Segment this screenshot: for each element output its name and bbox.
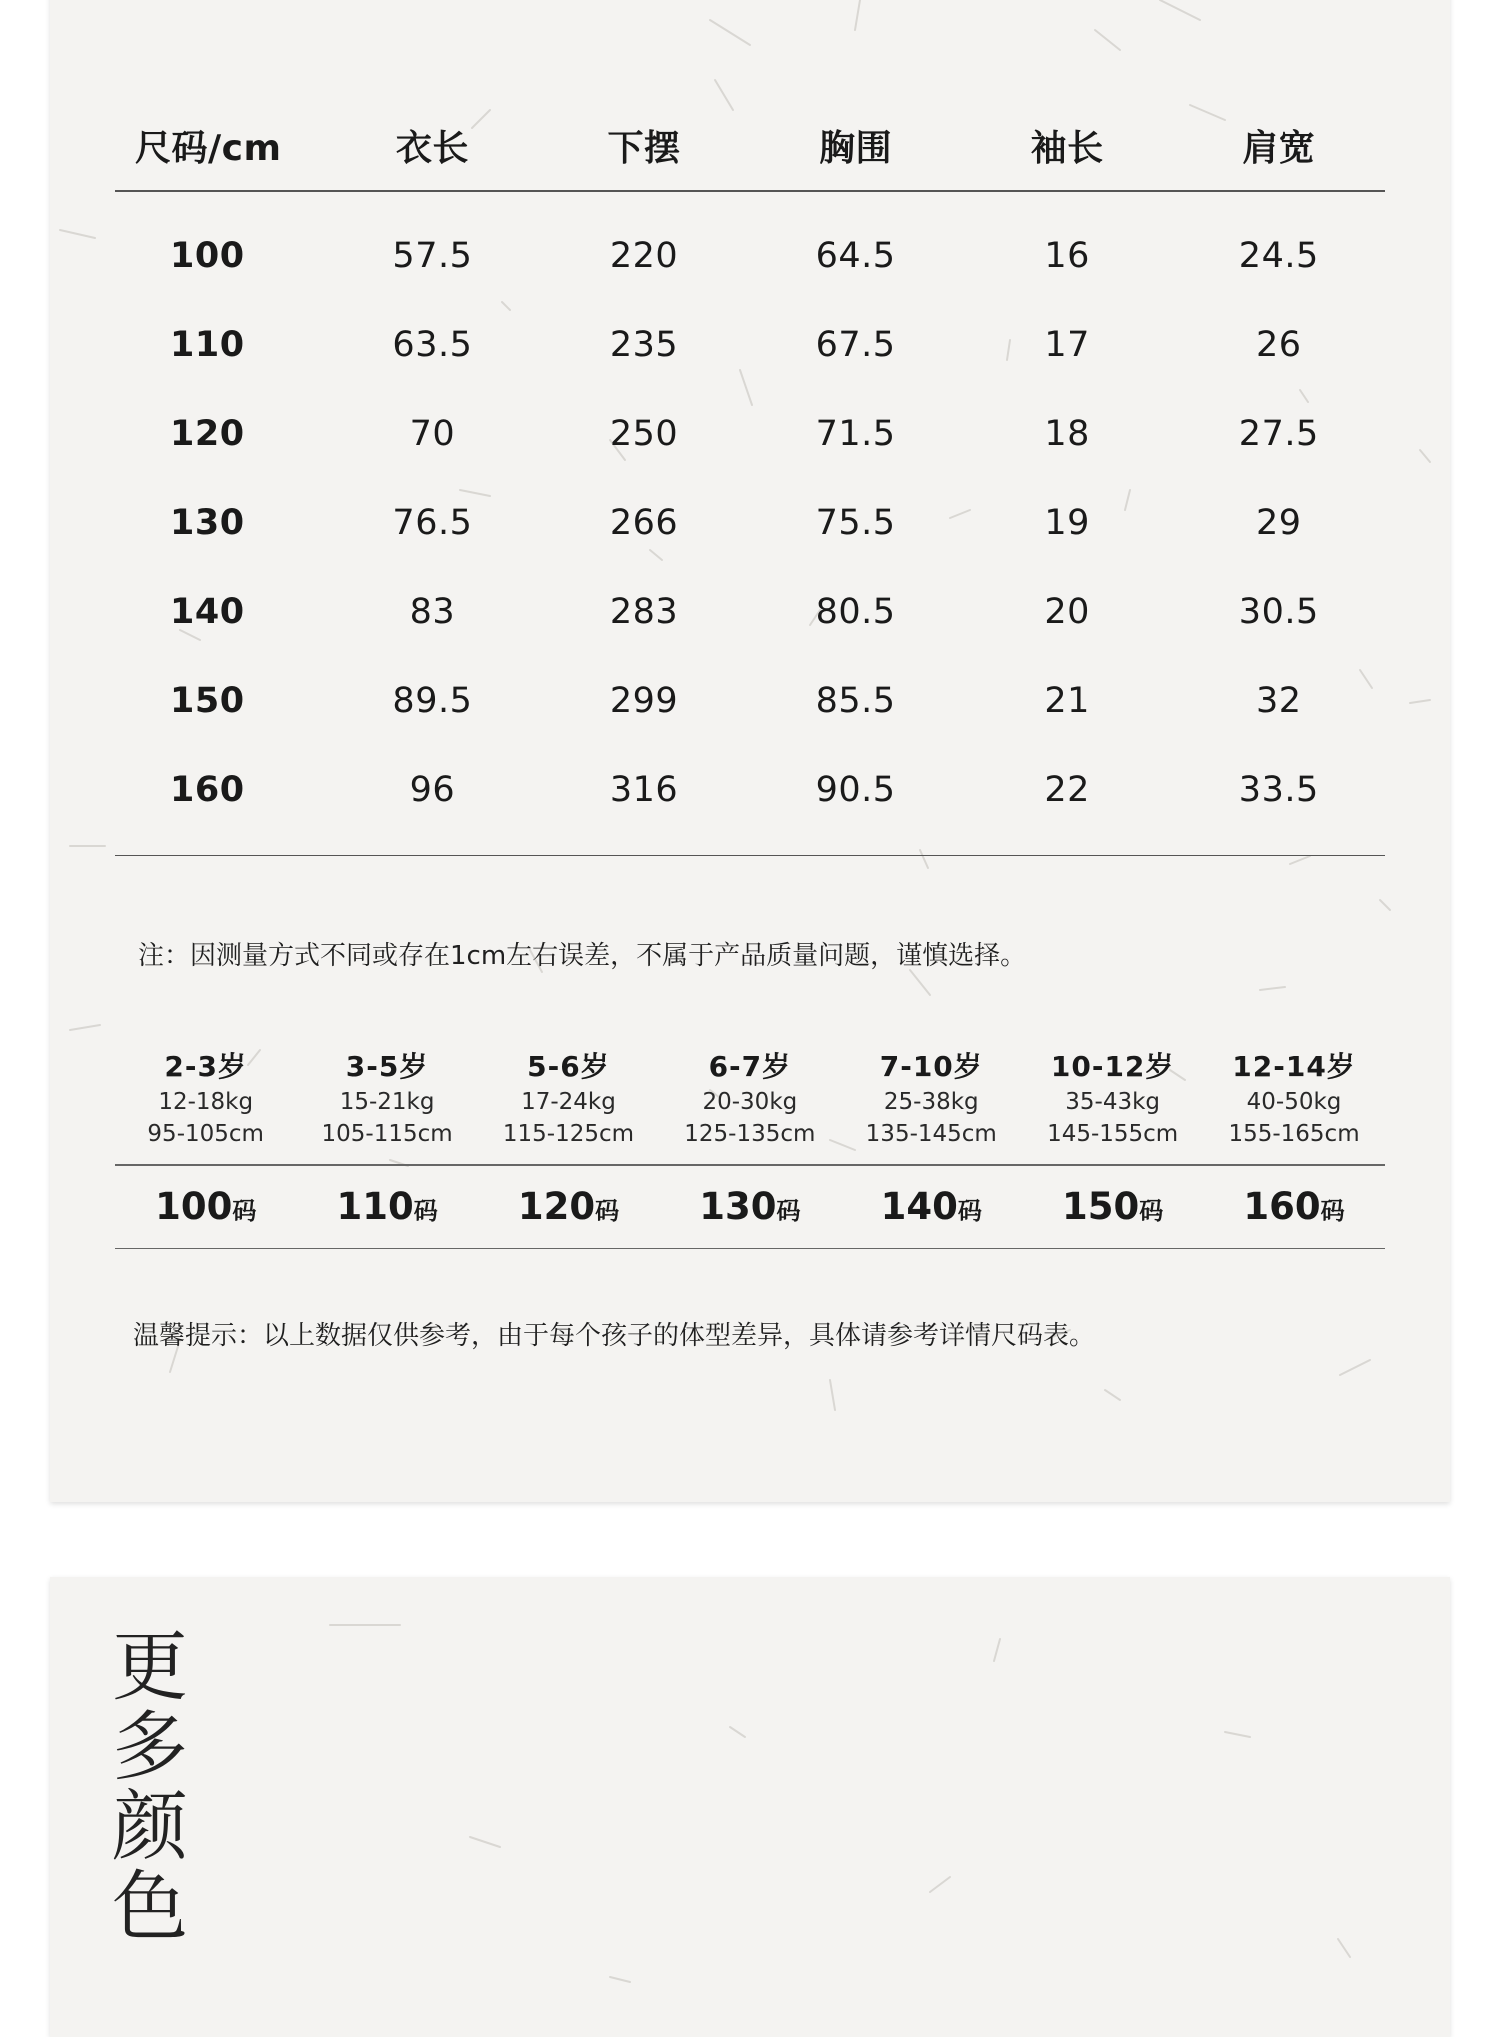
size-unit: 码 bbox=[1320, 1197, 1345, 1225]
divider bbox=[115, 1248, 1385, 1250]
age-column bbox=[115, 1048, 296, 1150]
size-unit: 码 bbox=[413, 1197, 438, 1225]
paper-texture bbox=[50, 1577, 1450, 2037]
header-length: 衣长 bbox=[395, 127, 469, 169]
hem-cell: 250 bbox=[609, 414, 679, 454]
age-label: 5-6岁 bbox=[527, 1050, 610, 1083]
sleeve-cell: 20 bbox=[1044, 592, 1090, 632]
height-range: 135-145cm bbox=[865, 1121, 997, 1147]
age-size-table bbox=[115, 1048, 1385, 1249]
size-unit: 码 bbox=[1139, 1197, 1164, 1225]
recommended-size bbox=[115, 1185, 296, 1228]
size-unit: 码 bbox=[957, 1197, 982, 1225]
height-range: 155-165cm bbox=[1228, 1121, 1360, 1147]
hem-cell: 316 bbox=[609, 770, 679, 810]
weight-range: 12-18kg bbox=[158, 1089, 254, 1115]
size-number: 120 bbox=[517, 1185, 596, 1228]
weight-range: 40-50kg bbox=[1246, 1089, 1342, 1115]
size-cell: 150 bbox=[170, 681, 245, 721]
title-char: 色 bbox=[112, 1862, 188, 1951]
age-column bbox=[478, 1048, 659, 1150]
chest-cell: 71.5 bbox=[815, 414, 896, 454]
chest-cell: 75.5 bbox=[815, 503, 896, 543]
height-range: 95-105cm bbox=[147, 1121, 264, 1147]
age-column bbox=[841, 1048, 1022, 1150]
height-range: 145-155cm bbox=[1047, 1121, 1179, 1147]
age-column bbox=[659, 1048, 840, 1150]
shoulder-cell: 27.5 bbox=[1238, 414, 1319, 454]
size-cell: 160 bbox=[170, 770, 245, 810]
table-row bbox=[115, 479, 1385, 568]
size-table bbox=[115, 100, 1385, 856]
shoulder-cell: 30.5 bbox=[1238, 592, 1319, 632]
age-label: 6-7岁 bbox=[708, 1050, 792, 1083]
size-chart-panel bbox=[50, 0, 1450, 1502]
size-number: 130 bbox=[699, 1185, 777, 1228]
size-cell: 110 bbox=[170, 325, 245, 365]
age-label: 3-5岁 bbox=[345, 1050, 429, 1083]
header-shoulder: 肩宽 bbox=[1242, 127, 1316, 169]
size-unit: 码 bbox=[232, 1197, 257, 1225]
sleeve-cell: 16 bbox=[1044, 236, 1090, 276]
title-char: 多 bbox=[112, 1702, 188, 1791]
header-sleeve: 袖长 bbox=[1030, 127, 1104, 169]
recommended-size bbox=[1203, 1185, 1384, 1228]
measurement-note: 注：因测量方式不同或存在1cm左右误差，不属于产品质量问题，谨慎选择。 bbox=[138, 941, 1027, 971]
table-row bbox=[115, 390, 1385, 479]
weight-range: 20-30kg bbox=[702, 1089, 798, 1115]
size-cell: 100 bbox=[170, 236, 245, 276]
age-label: 2-3岁 bbox=[164, 1050, 247, 1083]
height-range: 105-115cm bbox=[321, 1121, 453, 1147]
length-cell: 70 bbox=[409, 414, 456, 454]
table-row bbox=[115, 301, 1385, 390]
age-column bbox=[296, 1048, 477, 1150]
age-column bbox=[1203, 1048, 1384, 1150]
chest-cell: 80.5 bbox=[815, 592, 896, 632]
title-char: 颜 bbox=[112, 1782, 188, 1871]
header-hem: 下摆 bbox=[607, 127, 681, 169]
length-cell: 89.5 bbox=[392, 681, 473, 721]
age-label: 12-14岁 bbox=[1232, 1050, 1356, 1083]
hem-cell: 299 bbox=[609, 681, 679, 721]
length-cell: 83 bbox=[409, 592, 456, 632]
age-label: 7-10岁 bbox=[879, 1050, 983, 1083]
length-cell: 63.5 bbox=[392, 325, 473, 365]
recommended-size bbox=[659, 1185, 840, 1228]
size-cell: 120 bbox=[170, 414, 245, 454]
size-table-header bbox=[115, 100, 1385, 190]
chest-cell: 67.5 bbox=[815, 325, 896, 365]
table-row bbox=[115, 746, 1385, 835]
weight-range: 25-38kg bbox=[883, 1089, 979, 1115]
shoulder-cell: 24.5 bbox=[1238, 236, 1319, 276]
weight-range: 35-43kg bbox=[1065, 1089, 1161, 1115]
shoulder-cell: 29 bbox=[1255, 503, 1302, 543]
reference-tip: 温馨提示：以上数据仅供参考，由于每个孩子的体型差异，具体请参考详情尺码表。 bbox=[133, 1321, 1096, 1351]
weight-range: 17-24kg bbox=[521, 1089, 616, 1115]
size-number: 110 bbox=[336, 1185, 414, 1228]
shoulder-cell: 32 bbox=[1255, 681, 1302, 721]
size-unit: 码 bbox=[595, 1197, 620, 1225]
table-row bbox=[115, 568, 1385, 657]
height-range: 115-125cm bbox=[502, 1121, 635, 1147]
length-cell: 76.5 bbox=[392, 503, 473, 543]
sleeve-cell: 17 bbox=[1044, 325, 1090, 365]
header-chest: 胸围 bbox=[819, 127, 893, 169]
size-number: 160 bbox=[1243, 1185, 1321, 1228]
shoulder-cell: 33.5 bbox=[1238, 770, 1319, 810]
header-size: 尺码/cm bbox=[135, 127, 282, 169]
sleeve-cell: 22 bbox=[1044, 770, 1090, 810]
more-colors-title bbox=[105, 1622, 195, 1951]
more-colors-panel bbox=[50, 1577, 1450, 2037]
hem-cell: 235 bbox=[609, 325, 679, 365]
divider bbox=[115, 855, 1385, 857]
age-label: 10-12岁 bbox=[1050, 1050, 1175, 1083]
hem-cell: 220 bbox=[609, 236, 679, 276]
length-cell: 96 bbox=[409, 770, 456, 810]
size-number: 150 bbox=[1062, 1185, 1140, 1228]
size-cell: 130 bbox=[170, 503, 245, 543]
chest-cell: 85.5 bbox=[815, 681, 896, 721]
sleeve-cell: 19 bbox=[1044, 503, 1090, 543]
sleeve-cell: 18 bbox=[1044, 414, 1090, 454]
table-row bbox=[115, 657, 1385, 746]
hem-cell: 283 bbox=[609, 592, 679, 632]
height-range: 125-135cm bbox=[684, 1121, 816, 1147]
table-row bbox=[115, 212, 1385, 301]
size-number: 100 bbox=[155, 1185, 233, 1228]
recommended-sizes bbox=[115, 1166, 1385, 1248]
recommended-size bbox=[1022, 1185, 1203, 1228]
size-unit: 码 bbox=[776, 1197, 801, 1225]
size-cell: 140 bbox=[170, 592, 245, 632]
weight-range: 15-21kg bbox=[339, 1089, 435, 1115]
recommended-size bbox=[841, 1185, 1022, 1228]
size-number: 140 bbox=[880, 1185, 958, 1228]
chest-cell: 90.5 bbox=[815, 770, 896, 810]
title-char: 更 bbox=[112, 1622, 188, 1711]
length-cell: 57.5 bbox=[392, 236, 473, 276]
age-columns bbox=[115, 1048, 1385, 1150]
age-column bbox=[1022, 1048, 1203, 1150]
chest-cell: 64.5 bbox=[815, 236, 896, 276]
recommended-size bbox=[296, 1185, 477, 1228]
size-table-body bbox=[115, 192, 1385, 855]
recommended-size bbox=[478, 1185, 659, 1228]
shoulder-cell: 26 bbox=[1255, 325, 1302, 365]
hem-cell: 266 bbox=[609, 503, 679, 543]
sleeve-cell: 21 bbox=[1044, 681, 1090, 721]
